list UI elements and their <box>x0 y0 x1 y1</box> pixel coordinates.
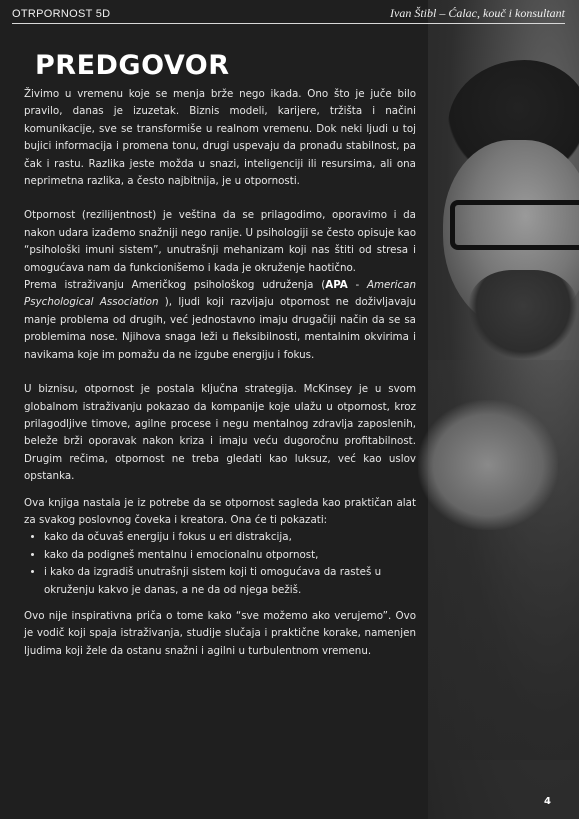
bullet-list <box>24 529 416 599</box>
list-item: • i kako da izgradiš unutrašnji sistem koji ti omogućava da rasteš u okruženju kakvo je danas, a ne da od njega bežiš. <box>44 564 416 599</box>
list-item: • kako da očuvaš energiju i fokus u eri distrakcija, <box>44 529 416 546</box>
author-photo <box>428 0 579 819</box>
paragraph-2: Otpornost (rezilijentnost) je veština da se prilagodimo, oporavimo i da nakon udara izađemo snažniji nego ranije. U psihologiji se često opisuje kao “psihološki imuni sistem”, unutrašnji mehanizam koji nas štiti od stresa i omogućava nam da funkcionišemo i kada je okruženje haotično. <box>24 209 416 274</box>
p3-before: Prema istraživanju Američkog psihološkog udruženja ( <box>24 279 326 292</box>
page-number: 4 <box>544 796 551 807</box>
paragraph-3 <box>24 277 416 364</box>
list-item: • kako da podigneš mentalnu i emocionalnu otpornost, <box>44 547 416 564</box>
photo-hand <box>418 400 558 530</box>
header-rule <box>12 23 565 24</box>
paragraph-6: Ovo nije inspirativna priča o tome kako “sve možemo ako verujemo”. Ovo je vodič koji spaja istraživanja, studije slučaja i praktične korake, namenjen ljudima koji žele da ostanu snažni i agilni u turbulentnom vremenu. <box>24 609 416 657</box>
paragraph-4: U biznisu, otpornost je postala ključna strategija. McKinsey je u svom globalnom istraživanju pokazao da kompanije koje ulažu u otpornost, kroz prilagodljive timove, agilne procese i negu mentalnog zdravlja zaposlenih, beleže brži oporavak nakon kriza i imaju veću dugoročnu profitabilnost. Drugim rečima, otpornost ne treba gledati kao luksuz, već kao uslov opstanka. <box>24 383 416 483</box>
p3-abbr: APA <box>325 279 348 292</box>
page-header <box>0 0 579 26</box>
header-book-title: OTRPORNOST 5D <box>12 8 111 20</box>
p3-dash: - <box>347 279 367 292</box>
p3-italic: American Psychological Association <box>24 279 416 309</box>
paragraph-1: Živimo u vremenu koje se menja brže nego ikada. Ono što je juče bilo pravilo, danas je izuzetak. Biznis modeli, karijere, tržišta i načini komunikacije, sve se transformiše u realnom vremenu. Dok neki ljudi u toj bujici informacija i promena tonu, drugi uspevaju da pronađu stabilnost, pa čak i rastu. Razlika jeste možda u snazi, inteligenciji ili resursima, ali ona neprimetna razlika, a često najbitnija, je u otpornosti. <box>24 88 416 188</box>
main-content <box>24 46 416 660</box>
photo-glasses <box>450 200 579 250</box>
p3-after: ), ljudi koji razvijaju otpornost ne doživljavaju manje problema od drugih, već jednostavno imaju drugačiji način da se sa problemima nose. Njihova snaga leži u fleksibilnosti, mentalnim okvirima i navikama koje im pomažu da ne izgube energiju i fokus. <box>24 296 416 361</box>
paragraph-5: Ova knjiga nastala je iz potrebe da se otpornost sagleda kao praktičan alat za svakog poslovnog čoveka i kreatora. Ona će ti pokazati: <box>24 496 416 526</box>
header-author: Ivan Štibl – Ćalac, kouč i konsultant <box>390 6 565 20</box>
page-title: PREDGOVOR <box>35 50 230 81</box>
photo-beard <box>468 270 578 360</box>
